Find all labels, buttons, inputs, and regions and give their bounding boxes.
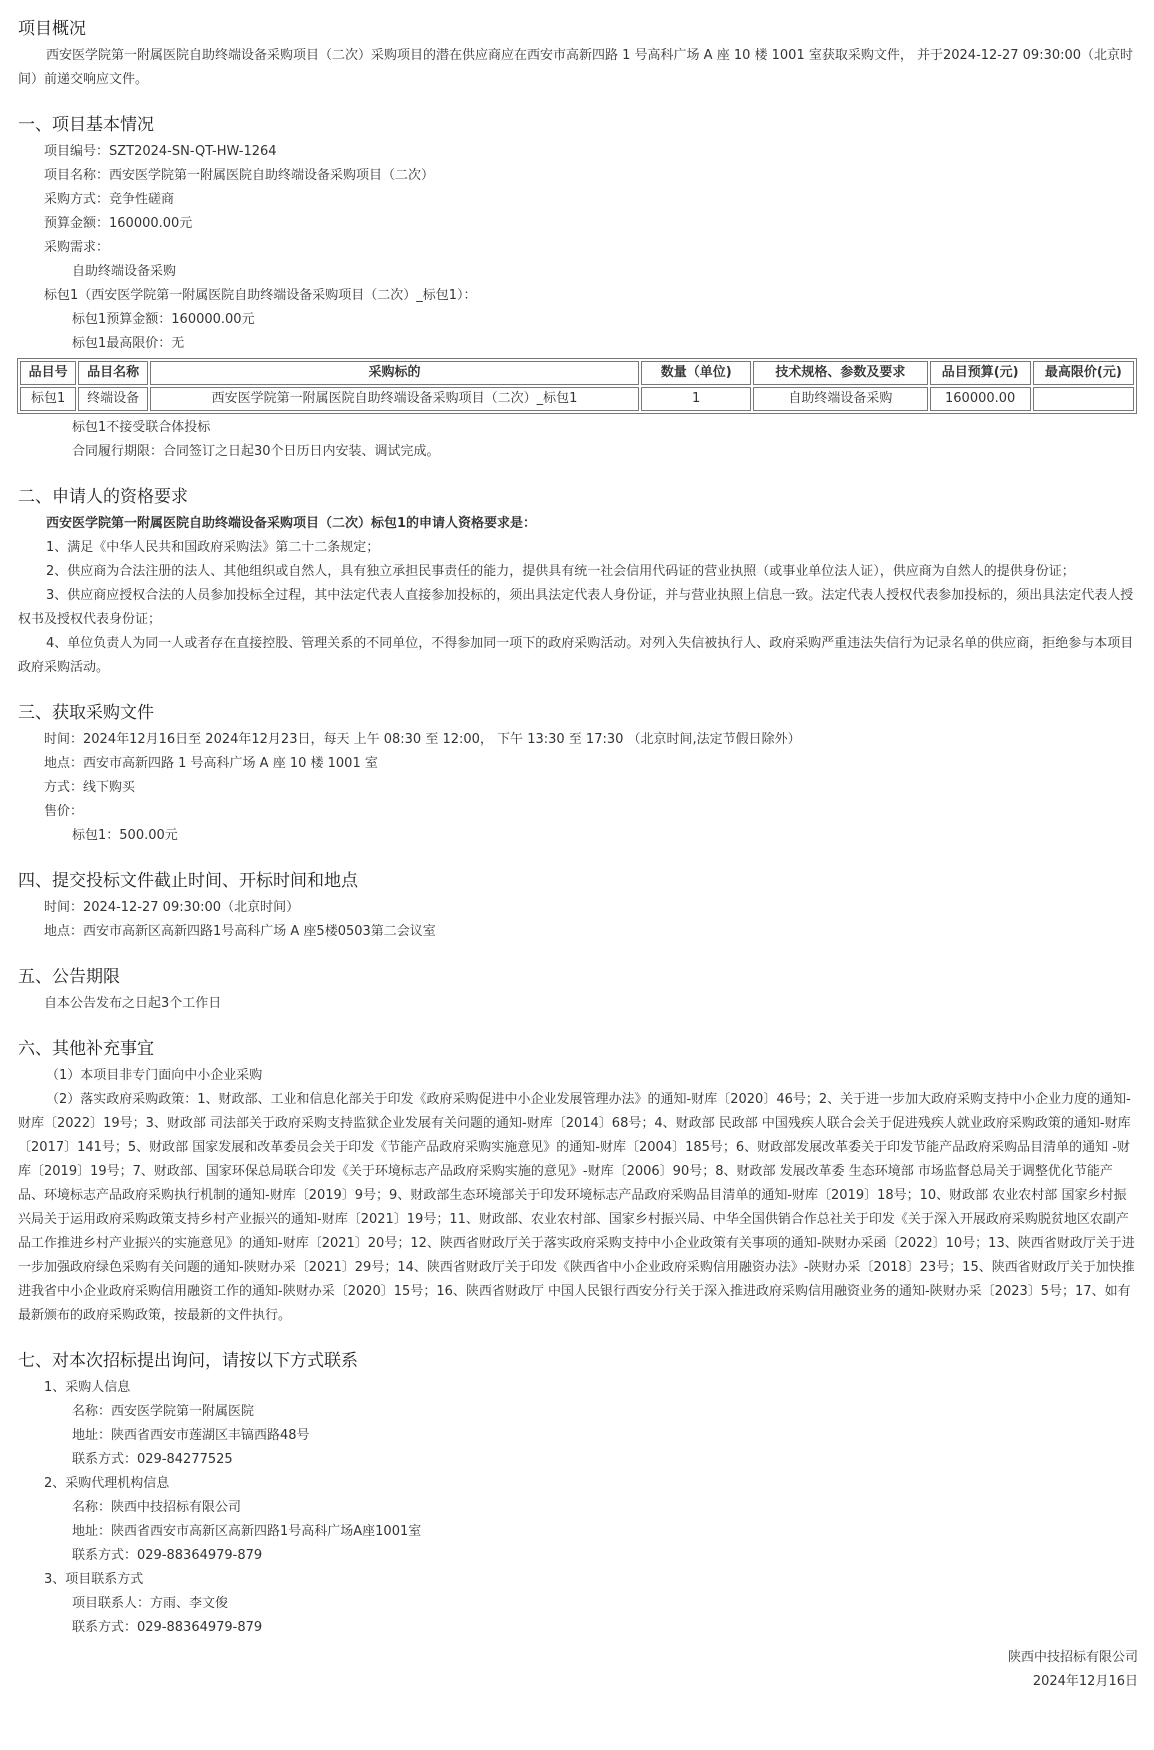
table-header-cell: 最高限价(元)	[1033, 361, 1134, 385]
agent-phone: 联系方式：029-88364979-879	[72, 1548, 263, 1563]
deadline-time: 时间：2024-12-27 09:30:00（北京时间）	[44, 900, 300, 915]
agent-label: 2、采购代理机构信息	[44, 1476, 170, 1491]
basic-info-title: 一、项目基本情况	[18, 115, 154, 135]
table-header-cell: 品目名称	[78, 361, 148, 385]
other-title: 六、其他补充事宜	[18, 1039, 154, 1059]
consortium-text: 标包1不接受联合体投标	[72, 420, 211, 435]
qualification-item: 1、满足《中华人民共和国政府采购法》第二十二条规定；	[46, 540, 380, 555]
other-item-1: （1）本项目非专门面向中小企业采购	[46, 1068, 263, 1083]
table-header-cell: 技术规格、参数及要求	[753, 361, 927, 385]
obtain-time: 时间：2024年12月16日至 2024年12月23日，每天 上午 08:30 至 12:00， 下午 13:30 至 17:30 （北京时间,法定节假日除外）	[44, 732, 801, 747]
deadline-title: 四、提交投标文件截止时间、开标时间和地点	[18, 871, 358, 891]
obtain-way: 方式：线下购买	[44, 780, 136, 795]
table-cell: 标包1	[20, 387, 76, 411]
table-cell: 160000.00	[930, 387, 1031, 411]
table-cell: 终端设备	[78, 387, 148, 411]
package-budget: 标包1预算金额：160000.00元	[72, 312, 255, 327]
table-header-cell: 采购标的	[150, 361, 639, 385]
qualification-item: 2、供应商为合法注册的法人、其他组织或自然人，具有独立承担民事责任的能力，提供具有统一社会信用代码证的营业执照（或事业单位法人证），供应商为自然人的提供身份证；	[46, 564, 1075, 579]
table-header-cell: 品目号	[20, 361, 76, 385]
agent-name: 名称：陕西中技招标有限公司	[72, 1500, 242, 1515]
announcement-page	[18, 14, 1138, 1694]
obtain-title: 三、获取采购文件	[18, 703, 154, 723]
items-table	[17, 358, 1137, 414]
buyer-phone: 联系方式：029-84277525	[72, 1452, 233, 1467]
table-header-cell: 数量（单位)	[641, 361, 751, 385]
table-header-row	[20, 361, 1134, 385]
notice-period-title: 五、公告期限	[18, 967, 120, 987]
table-cell: 自助终端设备采购	[753, 387, 927, 411]
project-contact-phone: 联系方式：029-88364979-879	[72, 1620, 263, 1635]
contact-title: 七、对本次招标提出询问，请按以下方式联系	[18, 1351, 358, 1371]
demand-text: 自助终端设备采购	[72, 264, 177, 279]
package-limit: 标包1最高限价：无	[72, 336, 185, 351]
project-contact-person: 项目联系人：方雨、李文俊	[72, 1596, 229, 1611]
table-header-cell: 品目预算(元)	[930, 361, 1031, 385]
overview-title: 项目概况	[18, 19, 86, 39]
project-number: 项目编号：SZT2024-SN-QT-HW-1264	[44, 144, 277, 159]
agent-address: 地址：陕西省西安市高新区高新四路1号高科广场A座1001室	[72, 1524, 422, 1539]
table-row	[20, 387, 1134, 411]
table-cell: 西安医学院第一附属医院自助终端设备采购项目（二次）_标包1	[150, 387, 639, 411]
footer-date: 2024年12月16日	[1032, 1674, 1138, 1689]
buyer-name: 名称：西安医学院第一附属医院	[72, 1404, 255, 1419]
package-title: 标包1（西安医学院第一附属医院自助终端设备采购项目（二次）_标包1）：	[44, 288, 477, 303]
contract-period: 合同履行期限：合同签订之日起30个日历日内安装、调试完成。	[72, 444, 440, 459]
procurement-method: 采购方式：竞争性磋商	[44, 192, 175, 207]
buyer-label: 1、采购人信息	[44, 1380, 131, 1395]
other-item-2: （2）落实政府采购政策：1、财政部、工业和信息化部关于印发《政府采购促进中小企业发展管理办法》的通知-财库〔2020〕46号；2、关于进一步加大政府采购支持中小企业力度的通知-财库〔2022〕19号；3、财政部 司法部关于政府采购支持监狱企业发展有关问题的通知-财库〔2014〕68号；4、财政部 民政部 中国残疾人联合会关于促进残疾人就业政府采购政策的通知-财库〔2017〕141号；5、财政部 国家发展和改革委员会关于印发《节能产品政府采购实施意见》的通知-财库〔2004〕185号；6、财政部发展改革委关于印发节能产品政府采购品目清单的通知 -财库〔2019〕19号；7、财政部、国家环保总局联合印发《关于环境标志产品政府采购实施的意见》-财库〔2006〕90号；8、财政部 发展改革委 生态环境部 市场监督总局关于调整优化节能产品、环境标志产品政府采购执行机制的通知-财库〔2019〕9号；9、财政部生态环境部关于印发环境标志产品政府采购品目清单的通知-财库〔2019〕18号；10、财政部 农业农村部 国家乡村振兴局关于运用政府采购政策支持乡村产业振兴的通知-财库〔2021〕19号；11、财政部、农业农村部、国家乡村振兴局、中华全国供销合作总社关于印发《关于深入开展政府采购脱贫地区农副产品工作推进乡村产业振兴的实施意见》的通知-财库〔2021〕20号；12、陕西省财政厅关于落实政府采购支持中小企业政策有关事项的通知-陕财办采函〔2022〕10号；13、陕西省财政厅关于进一步加强政府绿色采购有关问题的通知-陕财办采〔2021〕29号；14、陕西省财政厅关于印发《陕西省中小企业政府采购信用融资办法》-陕财办采〔2018〕23号；15、陕西省财政厅关于加快推进我省中小企业政府采购信用融资工作的通知-陕财办采〔2020〕15号；16、陕西省财政厅 中国人民银行西安分行关于深入推进政府采购信用融资业务的通知-陕财办采〔2023〕5号；17、如有最新颁布的政府采购政策，按最新的文件执行。	[18, 1092, 1135, 1323]
project-name: 项目名称：西安医学院第一附属医院自助终端设备采购项目（二次）	[44, 168, 435, 183]
footer-company: 陕西中技招标有限公司	[1007, 1650, 1138, 1665]
price-text: 标包1：500.00元	[72, 828, 178, 843]
budget-amount: 预算金额：160000.00元	[44, 216, 193, 231]
demand-label: 采购需求：	[44, 240, 110, 255]
qualification-title: 二、申请人的资格要求	[18, 487, 188, 507]
obtain-place: 地点：西安市高新四路 1 号高科广场 A 座 10 楼 1001 室	[44, 756, 378, 771]
deadline-place: 地点：西安市高新区高新四路1号高科广场 A 座5楼0503第二会议室	[44, 924, 436, 939]
project-contact-label: 3、项目联系方式	[44, 1572, 144, 1587]
notice-period-text: 自本公告发布之日起3个工作日	[44, 996, 222, 1011]
price-label: 售价：	[44, 804, 84, 819]
qualification-item: 4、单位负责人为同一人或者存在直接控股、管理关系的不同单位，不得参加同一项下的政府采购活动。对列入失信被执行人、政府采购严重违法失信行为记录名单的供应商，拒绝参与本项目政府采购活动。	[18, 636, 1134, 675]
overview-text: 西安医学院第一附属医院自助终端设备采购项目（二次）采购项目的潜在供应商应在西安市高新四路 1 号高科广场 A 座 10 楼 1001 室获取采购文件， 并于2024-12-27 09:30:00（北京时间）前递交响应文件。	[18, 48, 1134, 87]
table-cell	[1033, 387, 1134, 411]
qualification-item: 3、供应商应授权合法的人员参加投标全过程，其中法定代表人直接参加投标的，须出具法定代表人身份证，并与营业执照上信息一致。法定代表人授权代表参加投标的，须出具法定代表人授权书及授权代表身份证；	[18, 588, 1134, 627]
table-cell: 1	[641, 387, 751, 411]
qualification-heading: 西安医学院第一附属医院自助终端设备采购项目（二次）标包1的申请人资格要求是：	[46, 516, 537, 531]
buyer-address: 地址：陕西省西安市莲湖区丰镐西路48号	[72, 1428, 310, 1443]
